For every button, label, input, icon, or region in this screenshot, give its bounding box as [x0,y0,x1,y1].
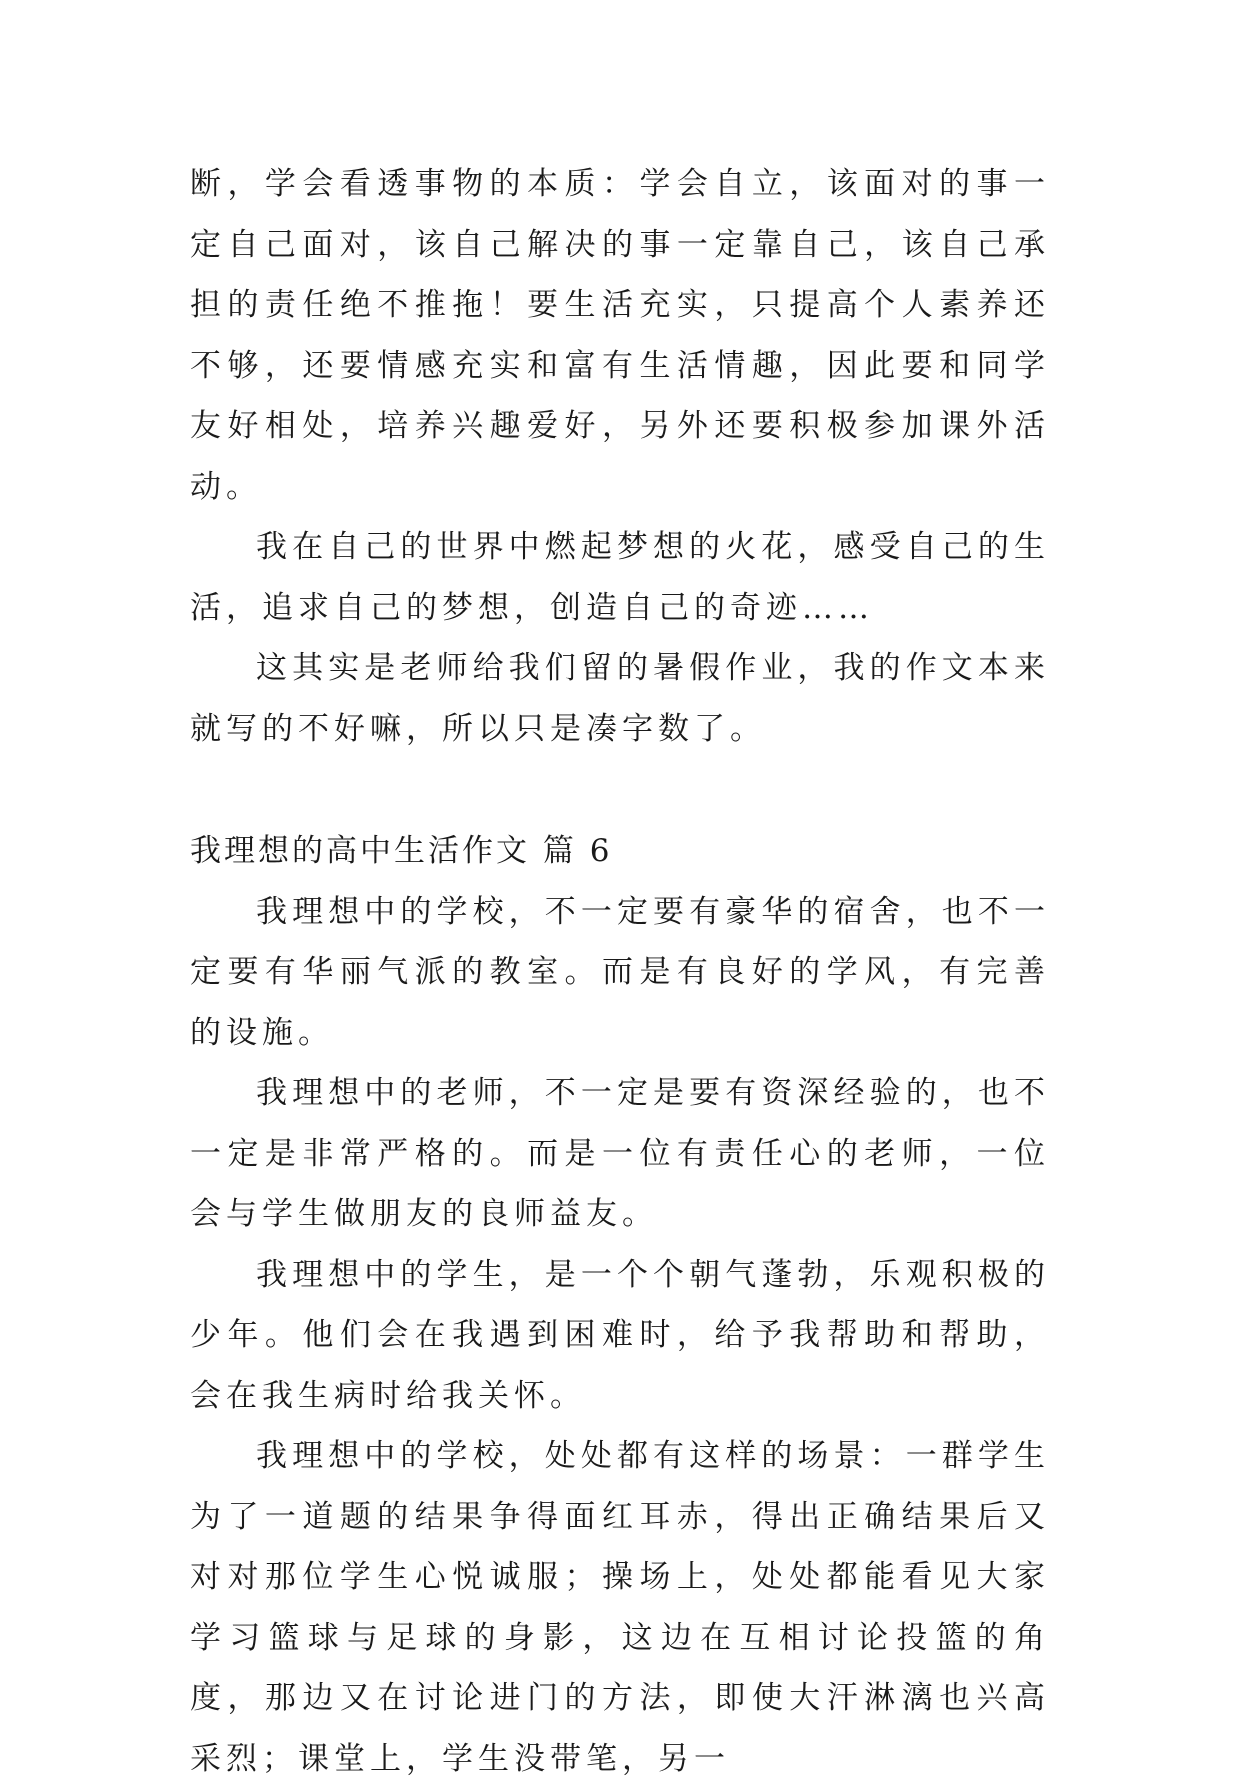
paragraph-continuation: 断，学会看透事物的本质：学会自立，该面对的事一定自己面对，该自己解决的事一定靠自己，该自己承担的责任绝不推拖！要生活充实，只提高个人素养还不够，还要情感充实和富有生活情趣，因此要和同学友好相处，培养兴趣爱好，另外还要积极参加课外活动。 [190,166,1050,505]
section-heading: 我理想的高中生活作文 篇 6 [190,833,613,869]
paragraph-ideal-student: 我理想中的学生，是一个个朝气蓬勃，乐观积极的少年。他们会在我遇到困难时，给予我帮助和帮助，会在我生病时给我关怀。 [190,1256,1050,1414]
paragraph-dream: 我在自己的世界中燃起梦想的火花，感受自己的生活，追求自己的梦想，创造自己的奇迹…… [190,529,1050,626]
paragraph-ideal-scenes: 我理想中的学校，处处都有这样的场景：一群学生为了一道题的结果争得面红耳赤，得出正确结果后又对对那位学生心悦诚服；操场上，处处都能看见大家学习篮球与足球的身影，这边在互相讨论投篮的角度，那边又在讨论进门的方法，即使大汗淋漓也兴高采烈；课堂上，学生没带笔，另一 [190,1438,1050,1777]
paragraph-homework-note: 这其实是老师给我们留的暑假作业，我的作文本来就写的不好嘛，所以只是凑字数了。 [190,650,1050,747]
paragraph-ideal-school: 我理想中的学校，不一定要有豪华的宿舍，也不一定要有华丽气派的教室。而是有良好的学风，有完善的设施。 [190,893,1050,1051]
section-spacer [190,759,1050,821]
paragraph-ideal-teacher: 我理想中的老师，不一定是要有资深经验的，也不一定是非常严格的。而是一位有责任心的老师，一位会与学生做朋友的良师益友。 [190,1075,1050,1232]
document-page [190,154,1050,1789]
